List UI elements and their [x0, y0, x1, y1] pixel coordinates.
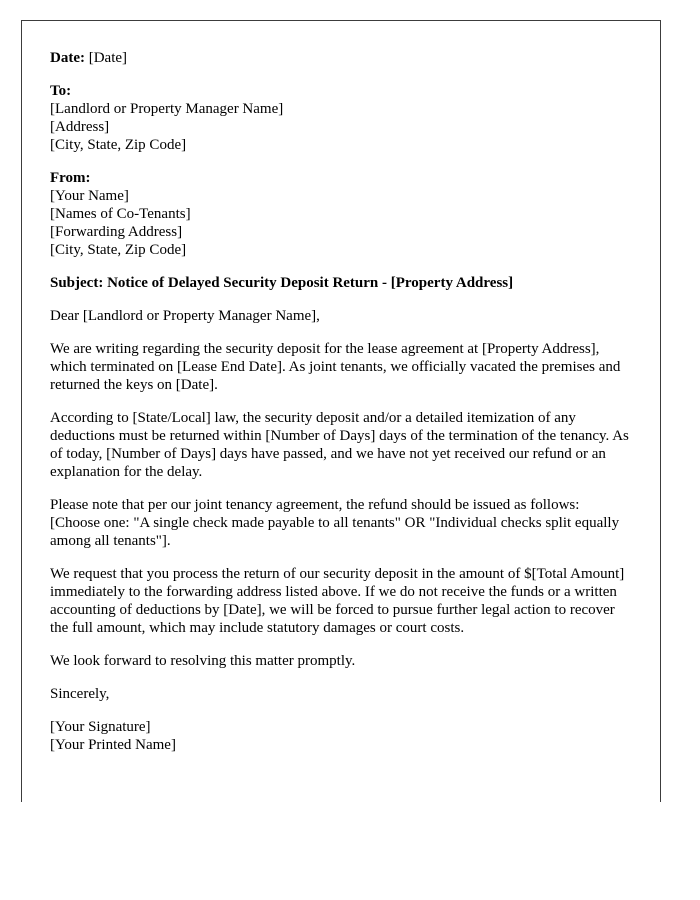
recipient-address: [Address] [50, 119, 110, 135]
subject-line: Subject: Notice of Delayed Security Deposit Return - [Property Address] [50, 275, 514, 291]
paragraph-refund-method: Please note that per our joint tenancy agreement, the refund should be issued as follows: [Choose one: "A single check made payable to all tenants" OR "Individual checks split equally among all tenants"]. [50, 497, 620, 549]
closing: Sincerely, [50, 686, 110, 702]
sender-block [50, 169, 632, 259]
recipient-block [50, 82, 632, 154]
paragraph-closing-remark: We look forward to resolving this matter promptly. [50, 653, 356, 669]
sender-name: [Your Name] [50, 188, 129, 204]
sender-forwarding-address: [Forwarding Address] [50, 224, 183, 240]
salutation: Dear [Landlord or Property Manager Name], [50, 308, 320, 324]
paragraph-demand: We request that you process the return of our security deposit in the amount of $[Total Amount] immediately to the forwarding address listed above. If we do not receive the funds or a written accounting of deductions by [Date], we will be forced to pursue further legal action to recover the full amount, which may include statutory damages or court costs. [50, 566, 625, 636]
recipient-name: [Landlord or Property Manager Name] [50, 101, 284, 117]
sender-city-state-zip: [City, State, Zip Code] [50, 242, 187, 258]
date-value: [Date] [88, 50, 128, 66]
from-label: From: [50, 170, 91, 186]
date-line [50, 49, 632, 67]
to-label: To: [50, 83, 72, 99]
paragraph-intro: We are writing regarding the security deposit for the lease agreement at [Property Address], which terminated on [Lease End Date]. As joint tenants, we officially vacated the premises and returned the keys on [Date]. [50, 341, 621, 393]
signature-block [50, 718, 632, 754]
printed-name-line: [Your Printed Name] [50, 737, 176, 753]
recipient-city-state-zip: [City, State, Zip Code] [50, 137, 187, 153]
signature-line: [Your Signature] [50, 719, 151, 735]
letter-document [21, 20, 661, 802]
paragraph-law-deadline: According to [State/Local] law, the security deposit and/or a detailed itemization of any deductions must be returned within [Number of Days] days of the termination of the tenancy. As of today, [Number of Days] days have passed, and we have not yet received our refund or an explanation for the delay. [50, 410, 629, 480]
sender-co-tenants: [Names of Co-Tenants] [50, 206, 191, 222]
date-label: Date: [50, 50, 85, 66]
